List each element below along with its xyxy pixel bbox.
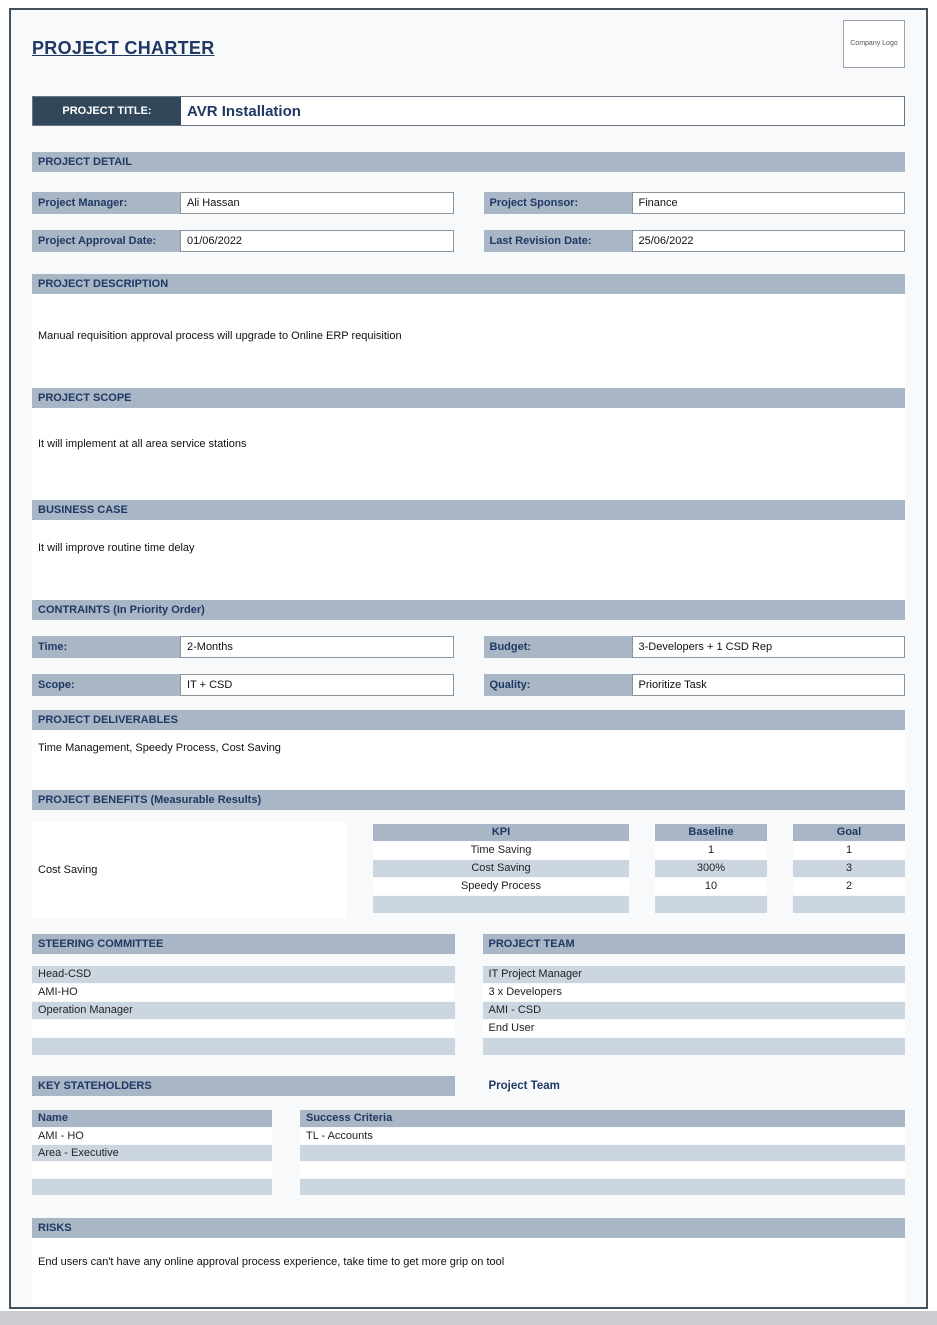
- kpi-header-kpi: KPI: [373, 824, 629, 841]
- description-text[interactable]: Manual requisition approval process will upgrade to Online ERP requisition: [32, 294, 905, 388]
- kpi-table: [373, 822, 905, 918]
- project-sponsor-field: [484, 192, 906, 214]
- page-title: PROJECT CHARTER: [32, 38, 215, 58]
- kpi-cell[interactable]: 1: [793, 842, 905, 859]
- kpi-row: [373, 878, 905, 895]
- stakeholder-name[interactable]: Area - Executive: [32, 1145, 272, 1161]
- kpi-row: [373, 896, 905, 913]
- section-heading-benefits: PROJECT BENEFITS (Measurable Results): [32, 790, 905, 810]
- stakeholders-columns: [32, 1110, 905, 1196]
- section-heading-risks: RISKS: [32, 1218, 905, 1238]
- business-case-text[interactable]: It will improve routine time delay: [32, 520, 905, 600]
- kpi-cell[interactable]: Cost Saving: [373, 860, 629, 877]
- success-criteria-header: Success Criteria: [300, 1110, 905, 1127]
- list-item[interactable]: AMI-HO: [32, 984, 455, 1001]
- kpi-cell[interactable]: 2: [793, 878, 905, 895]
- quality-field: [484, 674, 906, 696]
- project-title-label: PROJECT TITLE:: [33, 97, 181, 125]
- kpi-cell[interactable]: Time Saving: [373, 842, 629, 859]
- list-item[interactable]: [32, 1038, 455, 1055]
- project-team-list: [483, 966, 906, 1056]
- project-title-row: [32, 96, 905, 126]
- steering-committee-list: [32, 966, 455, 1056]
- section-heading-scope: PROJECT SCOPE: [32, 388, 905, 408]
- scope-constraint-value[interactable]: IT + CSD: [180, 674, 454, 696]
- kpi-header-goal: Goal: [793, 824, 905, 841]
- stakeholder-name[interactable]: [32, 1162, 272, 1178]
- constraints-fields: [32, 636, 905, 696]
- kpi-header-baseline: Baseline: [655, 824, 767, 841]
- list-item[interactable]: [483, 1038, 906, 1055]
- kpi-cell[interactable]: [373, 896, 629, 913]
- success-criteria-item[interactable]: [300, 1145, 905, 1161]
- page-bottom-strip: [0, 1311, 937, 1325]
- project-title-value[interactable]: AVR Installation: [187, 102, 301, 120]
- company-logo-label: Company Logo: [850, 40, 898, 47]
- time-field: [32, 636, 454, 658]
- kpi-row: [373, 842, 905, 859]
- project-sponsor-label: Project Sponsor:: [484, 192, 632, 214]
- section-heading-description: PROJECT DESCRIPTION: [32, 274, 905, 294]
- budget-label: Budget:: [484, 636, 632, 658]
- section-heading-constraints: CONTRAINTS (In Priority Order): [32, 600, 905, 620]
- section-heading-project-team: PROJECT TEAM: [483, 934, 906, 954]
- section-heading-project-detail: PROJECT DETAIL: [32, 152, 905, 172]
- project-manager-value[interactable]: Ali Hassan: [180, 192, 454, 214]
- scope-constraint-field: [32, 674, 454, 696]
- kpi-cell[interactable]: 300%: [655, 860, 767, 877]
- kpi-row: [373, 860, 905, 877]
- project-manager-label: Project Manager:: [32, 192, 180, 214]
- success-criteria-item[interactable]: TL - Accounts: [300, 1128, 905, 1144]
- stakeholder-name[interactable]: [32, 1179, 272, 1195]
- scope-constraint-label: Scope:: [32, 674, 180, 696]
- success-criteria-item[interactable]: [300, 1162, 905, 1178]
- committee-headers: [32, 934, 905, 954]
- project-sponsor-value[interactable]: Finance: [632, 192, 906, 214]
- committee-lists: [32, 954, 905, 1076]
- kpi-cell[interactable]: [655, 896, 767, 913]
- time-label: Time:: [32, 636, 180, 658]
- success-criteria-column: [300, 1110, 905, 1196]
- kpi-cell[interactable]: 10: [655, 878, 767, 895]
- stakeholder-names-column: [32, 1110, 272, 1196]
- approval-date-label: Project Approval Date:: [32, 230, 180, 252]
- company-logo: [843, 20, 905, 68]
- list-item[interactable]: End User: [483, 1020, 906, 1037]
- kpi-cell[interactable]: [793, 896, 905, 913]
- name-column-header: Name: [32, 1110, 272, 1127]
- risks-text[interactable]: End users can't have any online approval process experience, take time to get more grip on tool: [32, 1238, 905, 1304]
- revision-date-field: [484, 230, 906, 252]
- benefits-note[interactable]: Cost Saving: [32, 822, 347, 918]
- revision-date-value[interactable]: 25/06/2022: [632, 230, 906, 252]
- document-header: [32, 30, 905, 82]
- kpi-cell[interactable]: Speedy Process: [373, 878, 629, 895]
- project-detail-fields: [32, 192, 905, 252]
- project-manager-field: [32, 192, 454, 214]
- section-heading-steering-committee: STEERING COMMITTEE: [32, 934, 455, 954]
- list-item[interactable]: [32, 1020, 455, 1037]
- approval-date-value[interactable]: 01/06/2022: [180, 230, 454, 252]
- budget-value[interactable]: 3-Developers + 1 CSD Rep: [632, 636, 906, 658]
- stakeholder-name[interactable]: AMI - HO: [32, 1128, 272, 1144]
- section-heading-deliverables: PROJECT DELIVERABLES: [32, 710, 905, 730]
- success-criteria-item[interactable]: [300, 1179, 905, 1195]
- kpi-cell[interactable]: 1: [655, 842, 767, 859]
- deliverables-text[interactable]: Time Management, Speedy Process, Cost Saving: [32, 730, 905, 790]
- list-item[interactable]: Head-CSD: [32, 966, 455, 983]
- list-item[interactable]: 3 x Developers: [483, 984, 906, 1001]
- quality-label: Quality:: [484, 674, 632, 696]
- section-heading-business-case: BUSINESS CASE: [32, 500, 905, 520]
- benefits-area: [32, 822, 905, 918]
- document-frame: [9, 8, 928, 1309]
- list-item[interactable]: AMI - CSD: [483, 1002, 906, 1019]
- quality-value[interactable]: Prioritize Task: [632, 674, 906, 696]
- approval-date-field: [32, 230, 454, 252]
- kpi-header-row: [373, 824, 905, 841]
- stakeholders-side-label: Project Team: [488, 1080, 560, 1092]
- stakeholders-header-row: [32, 1076, 905, 1096]
- list-item[interactable]: IT Project Manager: [483, 966, 906, 983]
- section-heading-stakeholders: KEY STATEHOLDERS: [32, 1076, 455, 1096]
- scope-text[interactable]: It will implement at all area service stations: [32, 408, 905, 500]
- revision-date-label: Last Revision Date:: [484, 230, 632, 252]
- list-item[interactable]: Operation Manager: [32, 1002, 455, 1019]
- time-value[interactable]: 2-Months: [180, 636, 454, 658]
- kpi-cell[interactable]: 3: [793, 860, 905, 877]
- budget-field: [484, 636, 906, 658]
